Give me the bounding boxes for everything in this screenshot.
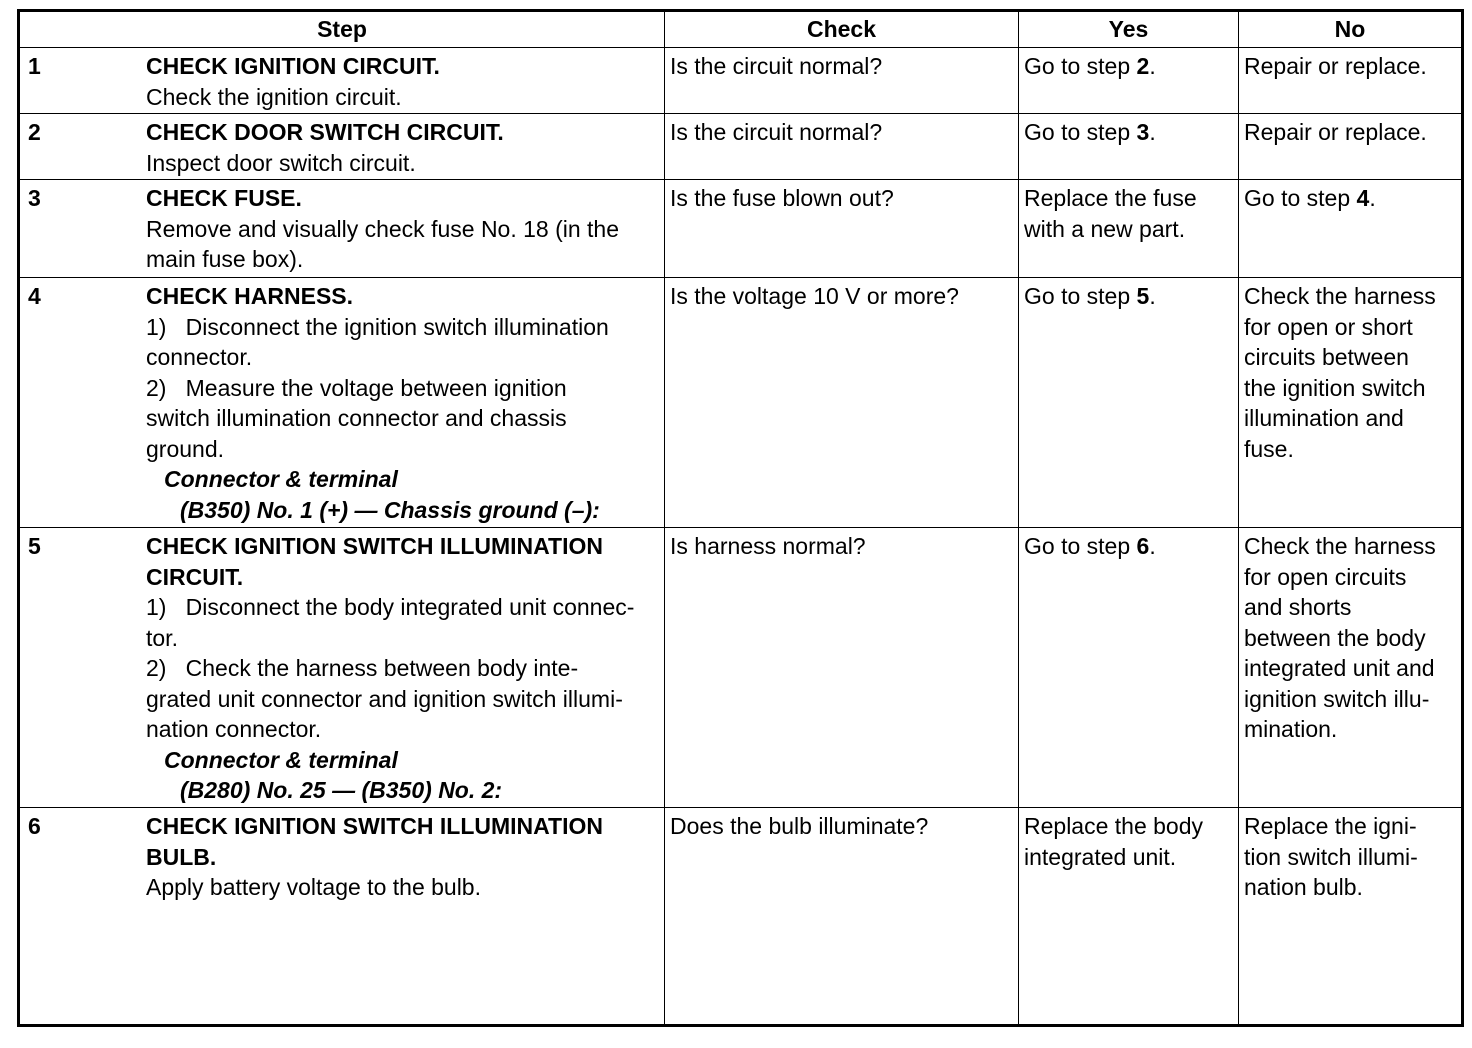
step-ref: 3 <box>1136 119 1150 145</box>
step-cell <box>19 278 665 528</box>
yes-cell: Replace the body integrated unit. <box>1019 808 1239 1026</box>
step-ref: 4 <box>1356 185 1370 211</box>
step-cell <box>19 528 665 808</box>
header-yes: Yes <box>1019 11 1239 48</box>
table-row <box>19 278 1463 528</box>
step-ref: 2 <box>1136 53 1150 79</box>
check-cell: Is the circuit normal? <box>665 48 1019 114</box>
step-title: CHECK IGNITION SWITCH ILLUMINATION <box>146 533 603 559</box>
step-text: ground. <box>146 435 225 462</box>
step-text: 1) Disconnect the body integrated unit connec- <box>146 594 635 620</box>
check-cell: Is the voltage 10 V or more? <box>665 278 1019 528</box>
yes-cell: Go to step 3. <box>1019 114 1239 180</box>
step-number: 2 <box>28 119 41 145</box>
connector-terminal-label: Connector & terminal <box>164 746 398 773</box>
check-cell: Is the circuit normal? <box>665 114 1019 180</box>
table-row <box>19 180 1463 278</box>
step-number: 5 <box>28 533 41 559</box>
no-cell: Check the harness for open circuits and shorts between the body integrated unit and ignition switch illu- mination. <box>1239 528 1463 808</box>
step-title: CHECK FUSE. <box>146 185 302 211</box>
step-text: nation connector. <box>146 716 322 742</box>
step-title: BULB. <box>146 843 217 870</box>
step-title: CHECK DOOR SWITCH CIRCUIT. <box>146 119 504 145</box>
yes-cell: Go to step 6. <box>1019 528 1239 808</box>
no-cell: Repair or replace. <box>1239 48 1463 114</box>
check-cell: Is harness normal? <box>665 528 1019 808</box>
connector-terminal-label: Connector & terminal <box>164 466 398 492</box>
step-cell <box>19 48 665 114</box>
step-text: Check the ignition circuit. <box>146 83 402 110</box>
step-text: 2) Check the harness between body inte- <box>146 655 579 681</box>
step-text: connector. <box>146 344 253 370</box>
check-cell: Is the fuse blown out? <box>665 180 1019 278</box>
step-number: 6 <box>28 813 41 839</box>
step-text: 2) Measure the voltage between ignition <box>146 374 567 401</box>
table-row <box>19 114 1463 180</box>
step-title: CHECK IGNITION SWITCH ILLUMINATION <box>146 813 603 839</box>
no-cell: Repair or replace. <box>1239 114 1463 180</box>
table-row <box>19 808 1463 1026</box>
no-cell: Go to step 4. <box>1239 180 1463 278</box>
step-ref: 6 <box>1136 533 1150 559</box>
step-text: 1) Disconnect the ignition switch illumination <box>146 313 609 340</box>
step-number: 4 <box>28 283 41 309</box>
check-cell: Does the bulb illuminate? <box>665 808 1019 1026</box>
step-title: CIRCUIT. <box>146 563 244 590</box>
header-step: Step <box>19 11 665 48</box>
step-cell <box>19 808 665 1026</box>
step-title: CHECK IGNITION CIRCUIT. <box>146 53 440 79</box>
connector-terminal-value: (B280) No. 25 — (B350) No. 2: <box>180 777 503 803</box>
header-check: Check <box>665 11 1019 48</box>
step-text: main fuse box). <box>146 246 304 272</box>
no-cell: Check the harness for open or short circuits between the ignition switch illumination and fuse. <box>1239 278 1463 528</box>
step-number: 3 <box>28 185 41 211</box>
step-text: tor. <box>146 624 178 651</box>
yes-cell: Replace the fuse with a new part. <box>1019 180 1239 278</box>
step-text: switch illumination connector and chassis <box>146 405 567 431</box>
step-title: CHECK HARNESS. <box>146 283 354 309</box>
yes-cell: Go to step 2. <box>1019 48 1239 114</box>
no-cell: Replace the igni- tion switch illumi- nation bulb. <box>1239 808 1463 1026</box>
step-text: Inspect door switch circuit. <box>146 149 416 176</box>
diagnosis-table <box>17 9 1464 1027</box>
step-text: grated unit connector and ignition switch illumi- <box>146 685 623 712</box>
step-cell <box>19 180 665 278</box>
yes-cell: Go to step 5. <box>1019 278 1239 528</box>
step-ref: 5 <box>1136 283 1150 309</box>
header-no: No <box>1239 11 1463 48</box>
table-row <box>19 48 1463 114</box>
table-row <box>19 528 1463 808</box>
step-number: 1 <box>28 53 41 79</box>
step-cell <box>19 114 665 180</box>
table-header-row <box>19 11 1463 48</box>
step-text: Apply battery voltage to the bulb. <box>146 874 481 900</box>
step-text: Remove and visually check fuse No. 18 (in the <box>146 215 620 242</box>
connector-terminal-value: (B350) No. 1 (+) — Chassis ground (–): <box>180 496 600 523</box>
